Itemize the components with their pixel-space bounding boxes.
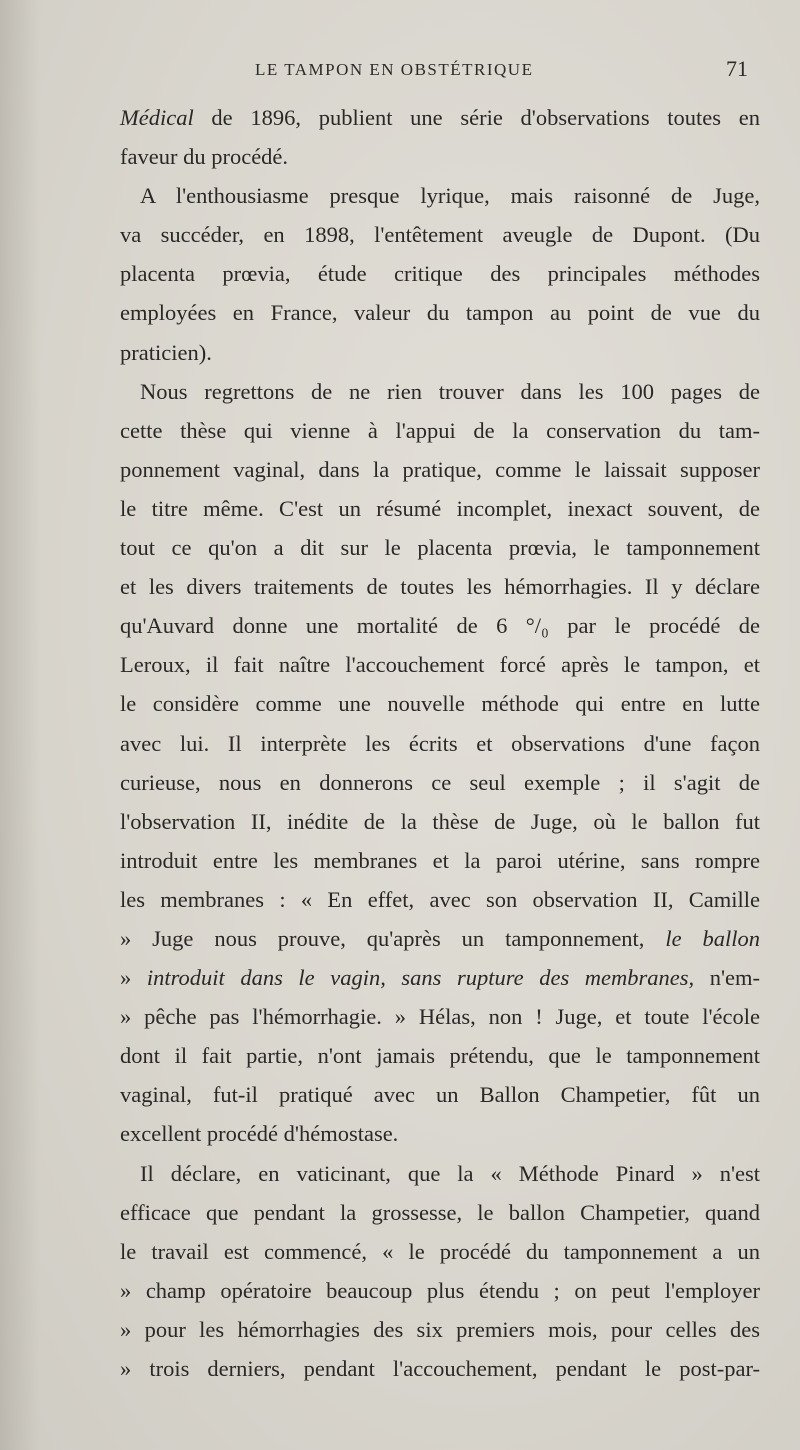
text-line: le titre même. C'est un résumé incomplet, inexact souvent, de: [120, 495, 760, 521]
text-line: » Juge nous prouve, qu'après un tamponnement, le ballon: [120, 925, 760, 951]
text-line: le considère comme une nouvelle méthode qui entre en lutte: [120, 691, 760, 717]
text-line: dont il fait partie, n'ont jamais prétendu, que le tamponnement: [120, 1043, 760, 1069]
text-line: » champ opératoire beaucoup plus étendu ; on peut l'employer: [120, 1277, 760, 1303]
text-line: qu'Auvard donne une mortalité de 6 °/₀ par le procédé de: [120, 613, 760, 639]
page-gutter-shadow: [0, 0, 40, 1450]
text-line: employées en France, valeur du tampon au point de vue du: [120, 300, 760, 326]
text-line: Médical de 1896, publient une série d'observations toutes en: [120, 105, 760, 130]
text-line: Nous regrettons de ne rien trouver dans les 100 pages de: [140, 378, 760, 404]
text-line: tout ce qu'on a dit sur le placenta prœvia, le tamponnement: [120, 535, 760, 561]
text-line: efficace que pendant la grossesse, le ballon Champetier, quand: [120, 1199, 760, 1225]
text-line: » trois derniers, pendant l'accouchement, pendant le post-par-: [120, 1356, 760, 1381]
text-line: Leroux, il fait naître l'accouchement forcé après le tampon, et: [120, 652, 760, 678]
text-line: » pêche pas l'hémorrhagie. » Hélas, non ! Juge, et toute l'école: [120, 1004, 760, 1030]
text-line: faveur du procédé.: [120, 144, 289, 170]
page-number: 71: [726, 56, 748, 81]
body-text: [120, 98, 760, 1388]
text-line: cette thèse qui vienne à l'appui de la conservation du tam-: [120, 417, 760, 443]
text-line: praticien).: [120, 339, 212, 365]
text-line: le travail est commencé, « le procédé du tamponnement a un: [120, 1238, 760, 1264]
text-line: les membranes : « En effet, avec son observation II, Camille: [120, 886, 760, 912]
running-header-title: LE TAMPON EN OBSTÉTRIQUE: [255, 60, 534, 79]
text-line: avec lui. Il interprète les écrits et observations d'une façon: [120, 730, 760, 756]
text-line: Il déclare, en vaticinant, que la « Méthode Pinard » n'est: [140, 1160, 760, 1186]
text-line: excellent procédé d'hémostase.: [120, 1121, 399, 1147]
text-line: A l'enthousiasme presque lyrique, mais raisonné de Juge,: [140, 183, 760, 209]
text-line: curieuse, nous en donnerons ce seul exemple ; il s'agit de: [120, 769, 760, 795]
text-line: l'observation II, inédite de la thèse de Juge, où le ballon fut: [120, 808, 760, 834]
text-line: vaginal, fut-il pratiqué avec un Ballon Champetier, fût un: [120, 1082, 760, 1108]
text-line: placenta prœvia, étude critique des principales méthodes: [120, 261, 760, 287]
text-line: » pour les hémorrhagies des six premiers mois, pour celles des: [120, 1316, 760, 1342]
running-header: [120, 56, 760, 86]
text-line: » introduit dans le vagin, sans rupture des membranes, n'em-: [120, 965, 760, 991]
text-line: introduit entre les membranes et la paroi utérine, sans rompre: [120, 847, 760, 873]
text-line: ponnement vaginal, dans la pratique, comme le laissait supposer: [120, 456, 760, 482]
text-line: va succéder, en 1898, l'entêtement aveugle de Dupont. (Du: [120, 222, 760, 248]
text-line: et les divers traitements de toutes les hémorrhagies. Il y déclare: [120, 574, 760, 600]
